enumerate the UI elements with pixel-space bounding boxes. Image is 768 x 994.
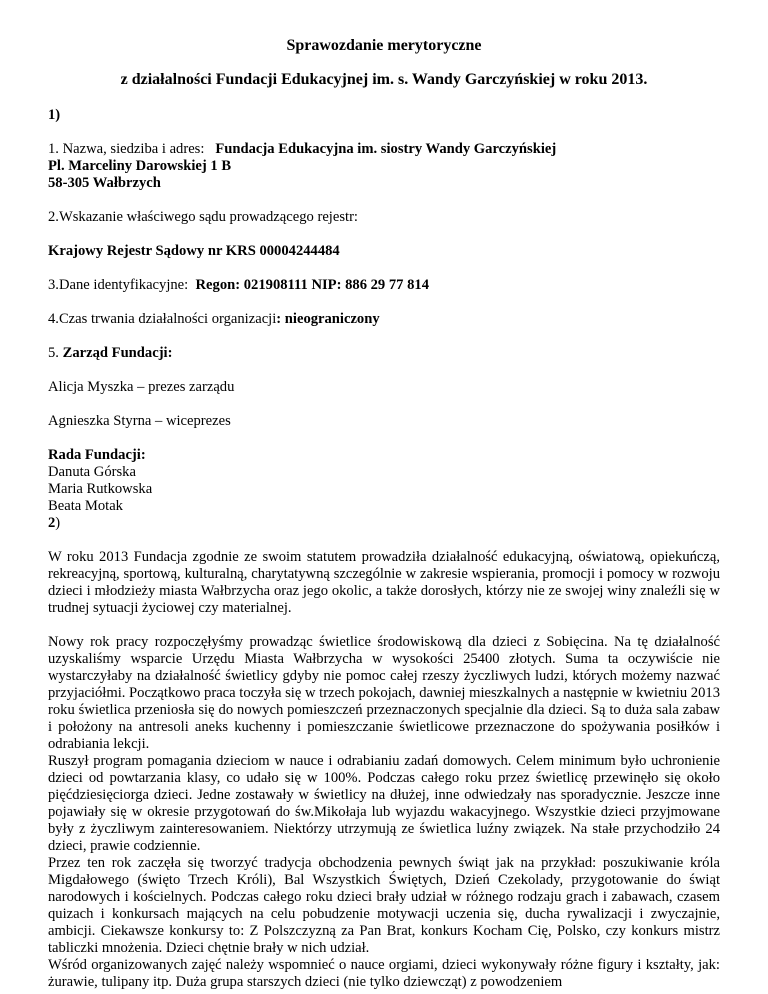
krs-number: Krajowy Rejestr Sądowy nr KRS 00004244484 <box>48 243 340 259</box>
section-1-label: 1) <box>48 107 61 123</box>
paragraph-5: Wśród organizowanych zajęć należy wspomnieć o nauce orgiami, dzieci wykonywały różne figury i kształty, jak: żurawie, tulipany itp. Duża grupa starszych dzieci (nie tylko dziewcząt) z powodzeniem <box>48 957 720 990</box>
council-member-1: Danuta Górska <box>48 464 136 480</box>
item-4-label: 4.Czas trwania działalności organizacji <box>48 311 277 327</box>
foundation-name: Fundacja Edukacyjna im. siostry Wandy Garczyńskiej <box>215 141 557 157</box>
item-5-number: 5. <box>48 345 59 361</box>
paragraph-1: W roku 2013 Fundacja zgodnie ze swoim statutem prowadziła działalność edukacyjną, oświatową, opiekuńczą, rekreacyjną, sportową, kulturalną, charytatywną szczególnie w zakresie wspierania, promocji i pomocy w rozwoju dzieci i młodzieży miasta Wałbrzycha oraz jego okolic, a także dorosłych, którzy nie ze swojej winy znaleźli się w trudnej sytuacji życiowej czy materialnej. <box>48 549 720 616</box>
council-heading: Rada Fundacji: <box>48 447 146 463</box>
council-member-3: Beata Motak <box>48 498 123 514</box>
item-5 <box>48 345 720 362</box>
item-4 <box>48 311 720 328</box>
document-subtitle: z działalności Fundacji Edukacyjnej im. s. Wandy Garczyńskiej w roku 2013. <box>120 71 648 88</box>
address-line-2: 58-305 Wałbrzych <box>48 175 161 191</box>
identification-numbers: Regon: 021908111 NIP: 886 29 77 814 <box>195 277 430 293</box>
item-2-label: 2.Wskazanie właściwego sądu prowadzącego rejestr: <box>48 209 358 225</box>
paragraph-3: Ruszył program pomagania dzieciom w nauce i odrabianiu zadań domowych. Celem minimum było uchronienie dzieci od powtarzania klasy, co udało się w 100%. Podczas całego roku przez świetlicę przewinęło się około pięćdziesięciorga dzieci. Jedne zostawały w świetlicy na dłużej, inne odwiedzały nas sporadycznie. Jeszcze inne pojawiały się w okresie przygotowań do św.Mikołaja lub wyjazdu wakacyjnego. Wszystkie dzieci przyjmowane były z życzliwym zainteresowaniem. Niektórzy utrzymują ze świetlica luźny związek. Na stałe przychodziło 24 dzieci, prawie codziennie. <box>48 753 720 854</box>
paragraph-2: Nowy rok pracy rozpoczęłyśmy prowadząc świetlice środowiskową dla dzieci z Sobięcina. Na tę działalność uzyskaliśmy wsparcie Urzędu Miasta Wałbrzycha w wysokości 25400 złotych. Suma ta oczywiście nie wystarczyłaby na działalność świetlicy gdyby nie pomoc całej rzeszy życzliwych ludzi, których możemy nazwać przyjaciółmi. Początkowo praca toczyła się w trzech pokojach, dawniej mieszkalnych a następnie w kwietniu 2013 roku świetlica przeniosła się do nowych pomieszczeń przeznaczonych specjalnie dla dzieci. Są to duża sala zabaw i położony na antresoli aneks kuchenny i pomieszczanie świetlicowe przeznaczone do spożywania posiłków i odrabiania lekcji. <box>48 634 720 752</box>
board-heading: Zarząd Fundacji: <box>62 345 173 361</box>
address-line-1: Pl. Marceliny Darowskiej 1 B <box>48 158 232 174</box>
section-2-label: 2) <box>48 515 61 531</box>
council-member-2: Maria Rutkowska <box>48 481 153 497</box>
paragraph-4: Przez ten rok zaczęła się tworzyć tradycja obchodzenia pewnych świąt jak na przykład: poszukiwanie króla Migdałowego (święto Trzech Króli), Bal Wszystkich Świętych, Dzień Czekolady, przygotowanie do świąt narodowych i kościelnych. Podczas całego roku dzieci brały udział w różnego rodzaju grach i zabawach, czasem quizach i konkursach mających na celu pobudzenie motywacji uczenia się, ducha rywalizacji i zwyczajnie, ambicji. Ciekawsze konkursy to: Z Polszczyzną za Pan Brat, konkurs Kocham Cię, Polsko, czy konkurs mistrz tabliczki mnożenia. Dzieci chętnie brały w nich udział. <box>48 855 720 956</box>
item-1 <box>48 141 720 158</box>
duration-value: : nieograniczony <box>276 311 380 327</box>
item-1-label: 1. Nazwa, siedziba i adres: <box>48 141 205 157</box>
item-3-label: 3.Dane identyfikacyjne: <box>48 277 189 293</box>
item-3 <box>48 277 720 294</box>
board-member-1: Alicja Myszka – prezes zarządu <box>48 379 235 395</box>
board-member-2: Agnieszka Styrna – wiceprezes <box>48 413 231 429</box>
document-title: Sprawozdanie merytoryczne <box>286 37 482 54</box>
